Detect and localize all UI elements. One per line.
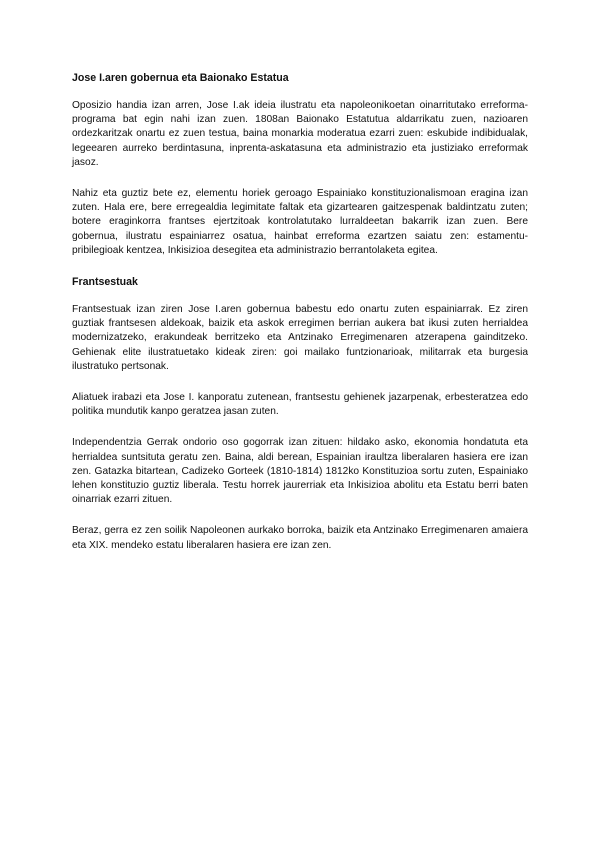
section-heading: Frantsestuak xyxy=(72,276,138,289)
paragraph: Frantsestuak izan ziren Jose I.aren gobernua babestu edo onartu zuten espainiarrak. Ez ziren guztiak frantsesen aldekoak, baizik eta askok erregimen berrian aukera bat ikusi zuten herrialdea modernizatzeko, erakundeak berritzeko eta Antzinako Erregimenaren atzerapena gainditzeko. Gehienak elite ilustratuetako kideak ziren: goi mailako funtzionarioak, militarrak eta burgesia ilustratuko pertsonak. xyxy=(72,304,528,372)
section-baionako-estatua xyxy=(72,71,528,258)
paragraph: Aliatuek irabazi eta Jose I. kanporatu zutenean, frantsestu gehienek jazarpenak, erbesteratzea edo politika mundutik kanpo geratzea jasan zuten. xyxy=(72,392,528,418)
document-page xyxy=(72,71,528,570)
paragraph: Oposizio handia izan arren, Jose I.ak ideia ilustratu eta napoleonikoetan oinarritutako erreforma-programa bat egin nahi izan zuen. 1808an Baionako Estatutua aldarrikatu zuen, nazioaren ordezkaritzak onartu ez zuen testua, baina monarkia moderatua ezarri zuen: eskubide indibidualak, legeearen aurreko berdintasuna, inprenta-askatasuna eta administrazio eta justiziako erreformak jasoz. xyxy=(72,100,528,168)
section-frantsestuak xyxy=(72,275,528,553)
paragraph: Beraz, gerra ez zen soilik Napoleonen aurkako borroka, baizik eta Antzinako Erregimenaren amaiera eta XIX. mendeko estatu liberalaren hasiera ere izan zen. xyxy=(72,525,528,551)
paragraph: Independentzia Gerrak ondorio oso gogorrak izan zituen: hildako asko, ekonomia hondatuta eta herrialdea suntsituta geratu zen. Baina, aldi berean, Espainian iraultza liberalaren hasiera ere izan zen. Gatazka bitartean, Cadizeko Gorteek (1810-1814) 1812ko Konstituzioa sortu zuten, Espainiako lehen konstituzio guztiz liberala. Testu horrek jaurerriak eta Inkisizioa abolitu eta Estatu berri baten oinarriak ezarri zituen. xyxy=(72,437,528,506)
paragraph: Nahiz eta guztiz bete ez, elementu horiek geroago Espainiako konstituzionalismoan eragina izan zuten. Hala ere, bere erregealdia legimitate faltak eta gizartearen gaitzespenak baldintzatu zuten; botere eraginkorra frantses ejertzitoak kontrolatutako lurraldeetan bakarrik izan zuen. Bere gobernua, ilustratu espainiarrez osatua, hainbat erreforma ezartzen saiatu zen: estamentu-pribilegioak kentzea, Inkisizioa desegitea eta administrazio berrantolaketa egitea. xyxy=(72,188,528,256)
section-heading: Jose I.aren gobernua eta Baionako Estatua xyxy=(72,72,289,84)
